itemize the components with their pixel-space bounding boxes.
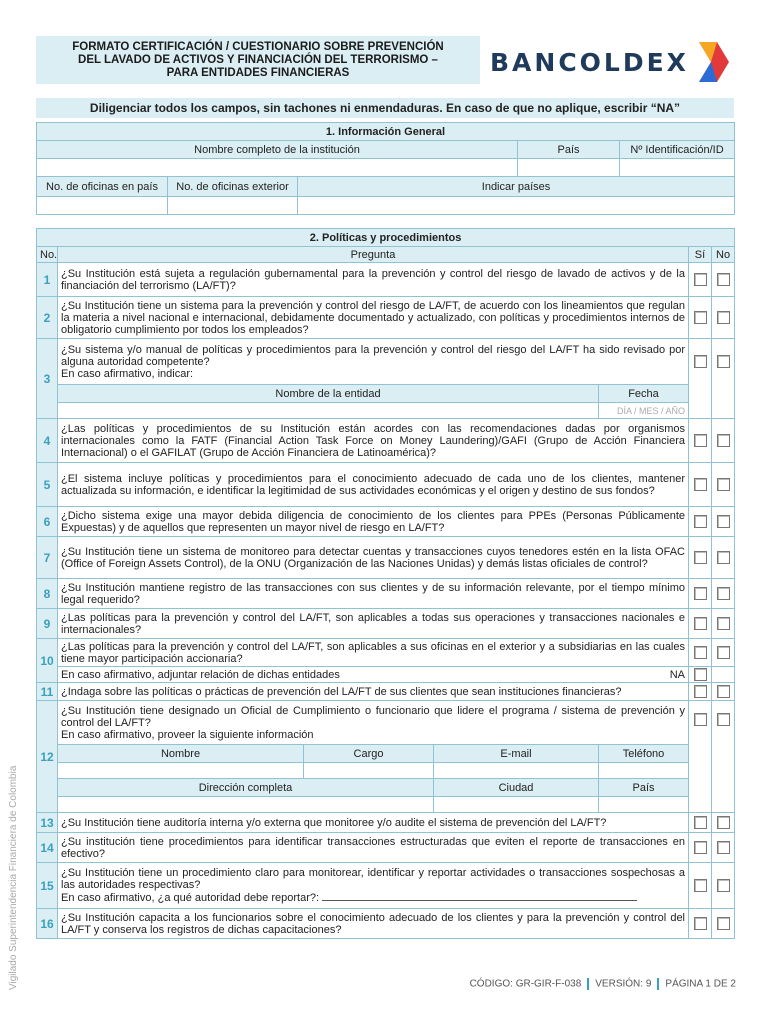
question-text: ¿Las políticas y procedimientos de su Institución están acordes con las recomendaciones dadas por organismos internacionales como la FATF (Financial Action Task Force on Money Laundering)/GAFI (Grupo de Acción Financiera Internacional) o el GAFILAT (Grupo de Acción Financiera de Latinoamérica)? [58, 419, 689, 463]
officer-name-header: Nombre [58, 745, 304, 763]
no-checkbox[interactable] [717, 273, 730, 286]
question-number: 8 [37, 579, 58, 609]
question-row [37, 297, 735, 339]
no-checkbox[interactable] [717, 713, 730, 726]
entity-name-header: Nombre de la entidad [58, 385, 599, 403]
question-3-text: ¿Su sistema y/o manual de políticas y procedimientos para la prevención y control del riesgo del LA/FT ha sido revisado por alguna autoridad competente? [61, 343, 685, 368]
col-id: Nº Identificación/ID [620, 141, 735, 159]
section2-title: 2. Políticas y procedimientos [37, 229, 735, 247]
no-checkbox[interactable] [717, 434, 730, 447]
col-number: No. [37, 247, 58, 263]
yes-checkbox[interactable] [694, 617, 707, 630]
offices-country-field[interactable] [37, 197, 168, 215]
logo-text: BANCOLDEX [490, 47, 689, 77]
question-text: ¿Las políticas para la prevención y control del LA/FT, son aplicables a todas sus operaciones y transacciones nacionales e internacionales? [58, 609, 689, 639]
yes-checkbox[interactable] [694, 685, 707, 698]
attach-note: En caso afirmativo, adjuntar relación de dichas entidades [61, 668, 340, 681]
question-row [37, 339, 735, 385]
question-row [37, 683, 735, 701]
officer-country-field[interactable] [599, 797, 689, 813]
officer-role-field[interactable] [304, 763, 434, 779]
question-number: 15 [37, 863, 58, 909]
title-line-1: FORMATO CERTIFICACIÓN / CUESTIONARIO SOBRE PREVENCIÓN [72, 40, 444, 53]
institution-name-field[interactable] [37, 159, 518, 177]
no-checkbox[interactable] [717, 879, 730, 892]
question-number: 3 [37, 339, 58, 419]
yes-checkbox[interactable] [694, 355, 707, 368]
yes-checkbox[interactable] [694, 841, 707, 854]
yes-checkbox[interactable] [694, 478, 707, 491]
no-checkbox[interactable] [717, 551, 730, 564]
col-countries: Indicar países [298, 177, 735, 197]
question-number: 13 [37, 813, 58, 833]
question-number: 7 [37, 537, 58, 579]
col-offices-country: No. de oficinas en país [37, 177, 168, 197]
na-checkbox[interactable] [694, 668, 707, 681]
yes-checkbox[interactable] [694, 311, 707, 324]
question-text: ¿Su Institución mantiene registro de las transacciones con sus clientes y de su información relevante, por el tiempo mínimo legal requerido? [58, 579, 689, 609]
question-text [58, 701, 689, 745]
question-number: 4 [37, 419, 58, 463]
section1-table [36, 122, 735, 215]
date-field[interactable]: DÍA / MES / AÑO [599, 403, 689, 419]
question-row [37, 813, 735, 833]
entity-name-field[interactable] [58, 403, 599, 419]
officer-phone-header: Teléfono [599, 745, 689, 763]
question-12-extra: En caso afirmativo, proveer la siguiente información [61, 728, 314, 741]
col-country: País [518, 141, 620, 159]
question-row [37, 863, 735, 909]
question-text: ¿Su Institución tiene auditoría interna y/o externa que monitoree y/o audite el sistema de prevención del LA/FT? [58, 813, 689, 833]
yes-checkbox[interactable] [694, 273, 707, 286]
question-text [58, 863, 689, 909]
question-text: ¿El sistema incluye políticas y procedimientos para el conocimiento adecuado de cada uno de los clientes, mantener actualizada su información, e identificar la legitimidad de sus actividades económicas y el origen y destino de sus fondos? [58, 463, 689, 507]
yes-checkbox[interactable] [694, 879, 707, 892]
col-institution-name: Nombre completo de la institución [37, 141, 518, 159]
id-field[interactable] [620, 159, 735, 177]
question-row [37, 909, 735, 939]
no-checkbox[interactable] [717, 816, 730, 829]
no-checkbox[interactable] [717, 311, 730, 324]
no-checkbox[interactable] [717, 917, 730, 930]
question-number: 1 [37, 263, 58, 297]
no-checkbox[interactable] [717, 617, 730, 630]
question-row [37, 507, 735, 537]
officer-address-header: Dirección completa [58, 779, 434, 797]
question-number: 5 [37, 463, 58, 507]
title-line-2: DEL LAVADO DE ACTIVOS Y FINANCIACIÓN DEL TERRORISMO – [78, 53, 438, 66]
officer-address-field[interactable] [58, 797, 434, 813]
question-text: ¿Su Institución tiene un sistema para la prevención y control del riesgo de LA/FT, de acuerdo con los lineamientos que regulan la materia a nivel nacional e internacional, debidamente documentado y actualizado, con políticas y procedimientos internos de obligatorio cumplimiento por todos los empleados? [58, 297, 689, 339]
question-row [37, 639, 735, 667]
question-number: 2 [37, 297, 58, 339]
question-text: ¿Dicho sistema exige una mayor debida diligencia de conocimiento de los clientes para PPEs (Personas Públicamente Expuestas) y de aquellos que representen un mayor nivel de riesgo en LA/FT? [58, 507, 689, 537]
question-text: ¿Las políticas para la prevención y control del LA/FT, son aplicables a sus oficinas en el exterior y a subsidiarias en las cuales tiene mayor participación accionaria? [58, 639, 689, 667]
question-text: ¿Su institución tiene procedimientos para identificar transacciones estructuradas que eviten el reporte de transacciones en efectivo? [58, 833, 689, 863]
logo-mark-icon [697, 40, 731, 84]
col-question: Pregunta [58, 247, 689, 263]
no-checkbox[interactable] [717, 587, 730, 600]
bancoldex-logo [490, 40, 740, 84]
officer-name-field[interactable] [58, 763, 304, 779]
regulator-note: Vigilado Superintendencia Financiera de Colombia [8, 765, 19, 990]
question-number: 11 [37, 683, 58, 701]
instructions-bar: Diligenciar todos los campos, sin tachones ni enmendaduras. En caso de que no aplique, escribir “NA” [36, 98, 734, 118]
no-checkbox[interactable] [717, 685, 730, 698]
officer-phone-field[interactable] [599, 763, 689, 779]
form-code: CÓDIGO: GR-GIR-F-038 [469, 978, 582, 990]
authority-field[interactable] [322, 891, 637, 901]
question-number: 14 [37, 833, 58, 863]
yes-checkbox[interactable] [694, 917, 707, 930]
question-row [37, 701, 735, 745]
no-checkbox[interactable] [717, 515, 730, 528]
officer-city-field[interactable] [434, 797, 599, 813]
form-title [36, 36, 480, 84]
no-checkbox[interactable] [717, 355, 730, 368]
question-text: ¿Su Institución tiene un sistema de monitoreo para detectar cuentas y transacciones cuyos tenedores estén en la lista OFAC (Office of Foreign Assets Control), de la ONU (Organización de las Naciones Unidas) y demás listas oficiales de control? [58, 537, 689, 579]
question-row [37, 609, 735, 639]
title-line-3: PARA ENTIDADES FINANCIERAS [166, 66, 350, 79]
question-15-text: ¿Su Institución tiene un procedimiento claro para monitorear, identificar y reportar actividades o transacciones sospechosas a las autoridades respectivas? [61, 867, 685, 891]
question-text: ¿Indaga sobre las políticas o prácticas de prevención del LA/FT de sus clientes que sean instituciones financieras? [58, 683, 689, 701]
question-number: 12 [37, 701, 58, 813]
question-15-extra: En caso afirmativo, ¿a qué autoridad debe reportar?: [61, 892, 320, 904]
question-number: 9 [37, 609, 58, 639]
yes-checkbox[interactable] [694, 587, 707, 600]
question-row [37, 579, 735, 609]
question-10-extra [58, 667, 689, 683]
offices-abroad-field[interactable] [168, 197, 298, 215]
question-3-extra: En caso afirmativo, indicar: [61, 367, 194, 380]
date-header: Fecha [599, 385, 689, 403]
countries-field[interactable] [298, 197, 735, 215]
question-number: 10 [37, 639, 58, 683]
officer-email-header: E-mail [434, 745, 599, 763]
yes-checkbox[interactable] [694, 434, 707, 447]
question-text: ¿Su Institución está sujeta a regulación gubernamental para la prevención y control del riesgo de lavado de activos y de la financiación del terrorismo (LA/FT)? [58, 263, 689, 297]
yes-checkbox[interactable] [694, 646, 707, 659]
section2-table [36, 228, 735, 939]
col-yes: Sí [689, 247, 712, 263]
yes-checkbox[interactable] [694, 816, 707, 829]
no-checkbox[interactable] [717, 646, 730, 659]
no-checkbox[interactable] [717, 478, 730, 491]
question-row [37, 537, 735, 579]
question-row [37, 263, 735, 297]
question-row [37, 463, 735, 507]
no-checkbox[interactable] [717, 841, 730, 854]
col-offices-abroad: No. de oficinas exterior [168, 177, 298, 197]
question-number: 6 [37, 507, 58, 537]
question-number: 16 [37, 909, 58, 939]
yes-checkbox[interactable] [694, 515, 707, 528]
officer-email-field[interactable] [434, 763, 599, 779]
officer-country-header: País [599, 779, 689, 797]
question-text [58, 339, 689, 385]
na-label: NA [669, 668, 685, 681]
footer [470, 978, 736, 990]
col-no: No [712, 247, 735, 263]
section1-title: 1. Información General [37, 123, 735, 141]
question-text: ¿Su Institución capacita a los funcionarios sobre el conocimiento adecuado de los clientes y para la prevención y control del LA/FT y conserva los registros de dichas capacitaciones? [58, 909, 689, 939]
yes-checkbox[interactable] [694, 713, 707, 726]
form-version: VERSIÓN: 9 [595, 978, 652, 990]
question-12-text: ¿Su Institución tiene designado un Oficial de Cumplimiento o funcionario que lidere el programa / sistema de prevención y control del LA/FT? [61, 704, 685, 729]
question-row [37, 419, 735, 463]
officer-city-header: Ciudad [434, 779, 599, 797]
yes-checkbox[interactable] [694, 551, 707, 564]
question-row [37, 833, 735, 863]
page-number: PÁGINA 1 DE 2 [665, 978, 736, 990]
officer-role-header: Cargo [304, 745, 434, 763]
country-field[interactable] [518, 159, 620, 177]
